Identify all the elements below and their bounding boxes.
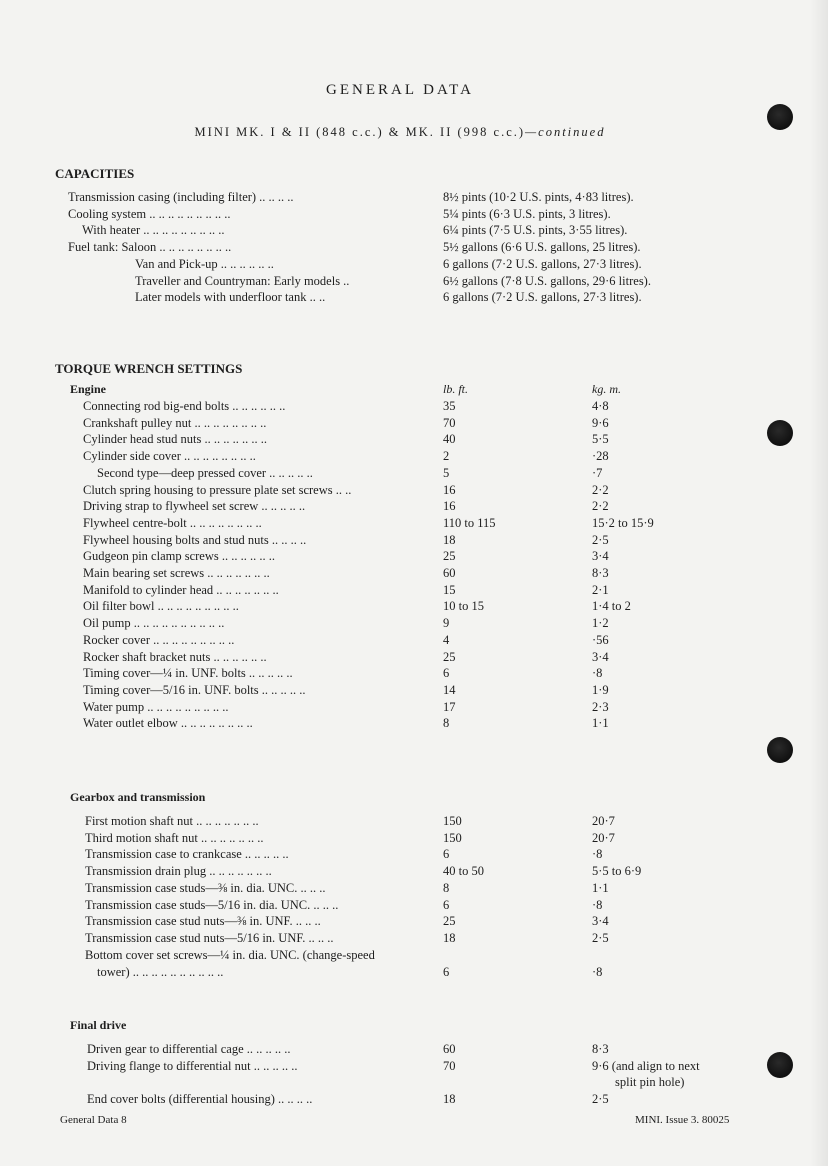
- table-row: [0, 239, 800, 256]
- row-lbft: 16: [443, 482, 456, 497]
- table-row: [0, 649, 800, 666]
- row-label: Transmission case to crankcase .. .. .. .. ..: [85, 847, 289, 862]
- row-kgm: ·8: [592, 965, 603, 979]
- subtitle-text: MINI MK. I & II (848 c.c.) & MK. II (998 c.c.): [194, 125, 526, 139]
- row-label: Transmission case stud nuts—⅜ in. UNF. .. .. ..: [85, 914, 321, 929]
- row-lbft: 150: [443, 830, 462, 845]
- row-kgm: 9·6 (and align to next: [592, 1058, 700, 1073]
- row-label: Flywheel centre-bolt .. .. .. .. .. .. .. ..: [83, 515, 262, 530]
- row-label: Timing cover—5/16 in. UNF. bolts .. .. .. .. ..: [83, 682, 306, 697]
- row-lbft: 17: [443, 699, 456, 714]
- row-kgm: 3·4: [592, 649, 609, 664]
- row-lbft: 18: [443, 930, 456, 945]
- row-label: Transmission case studs—⅜ in. dia. UNC. .. .. ..: [85, 880, 326, 895]
- row-value: 5¼ pints (6·3 U.S. pints, 3 litres).: [443, 206, 611, 221]
- gearbox-subheading: Gearbox and transmission: [70, 790, 206, 804]
- row-label: Transmission casing (including filter) .. .. .. ..: [68, 190, 294, 204]
- row-value: 6¼ pints (7·5 U.S. pints, 3·55 litres).: [443, 223, 628, 238]
- row-kgm: 8·3: [592, 1042, 609, 1056]
- row-kgm: 2·5: [592, 532, 609, 547]
- row-label: Crankshaft pulley nut .. .. .. .. .. .. .. ..: [83, 415, 267, 430]
- row-label: Fuel tank: Saloon .. .. .. .. .. .. .. ..: [68, 240, 232, 255]
- subtitle-continued: —continued: [525, 125, 606, 139]
- table-row: [0, 897, 800, 914]
- row-kgm: 5·5 to 6·9: [592, 864, 642, 879]
- table-row: [0, 598, 800, 615]
- table-row: [0, 1091, 800, 1108]
- row-label: Timing cover—¼ in. UNF. bolts .. .. .. .. ..: [83, 666, 293, 681]
- table-row: [0, 615, 800, 632]
- table-row: [0, 1074, 800, 1091]
- table-row: [0, 632, 800, 649]
- capacities-heading: CAPACITIES: [55, 166, 135, 181]
- table-row: [0, 863, 800, 880]
- table-row: [0, 830, 800, 847]
- row-kgm: ·7: [592, 465, 603, 480]
- row-label: Driven gear to differential cage .. .. .. .. ..: [87, 1042, 291, 1056]
- row-value: 6 gallons (7·2 U.S. gallons, 27·3 litres).: [443, 256, 642, 271]
- row-label: Transmission drain plug .. .. .. .. .. .. ..: [85, 864, 272, 879]
- row-label: Driving flange to differential nut .. .. .. .. ..: [87, 1058, 298, 1073]
- row-label: Rocker cover .. .. .. .. .. .. .. .. ..: [83, 632, 235, 647]
- row-lbft: 6: [443, 965, 450, 979]
- row-lbft: 14: [443, 682, 456, 697]
- row-label: First motion shaft nut .. .. .. .. .. .. ..: [85, 814, 259, 828]
- row-label: Cylinder side cover .. .. .. .. .. .. .. ..: [83, 449, 256, 464]
- table-row: [0, 189, 800, 206]
- engine-subheading: Engine: [70, 382, 107, 396]
- row-label: Oil filter bowl .. .. .. .. .. .. .. .. ..: [83, 599, 239, 614]
- table-row: [0, 699, 800, 716]
- row-lbft: 2: [443, 449, 450, 464]
- table-row: [0, 431, 800, 448]
- table-row: [0, 273, 800, 290]
- row-kgm: ·8: [592, 897, 603, 912]
- row-label: Transmission case studs—5/16 in. dia. UNC. .. .. ..: [85, 897, 339, 912]
- table-row: [0, 448, 800, 465]
- table-row: [0, 1058, 800, 1075]
- row-lbft: 6: [443, 847, 450, 862]
- table-row: [0, 1041, 800, 1058]
- row-lbft: 6: [443, 666, 450, 681]
- column-lbft: lb. ft.: [443, 382, 469, 396]
- row-label: Connecting rod big-end bolts .. .. .. .. .. ..: [83, 399, 286, 413]
- row-kgm: 1·2: [592, 616, 609, 631]
- table-row: [0, 222, 800, 239]
- table-row: [0, 947, 800, 964]
- table-row: [0, 682, 800, 699]
- table-row: [0, 465, 800, 482]
- row-kgm: 5·5: [592, 432, 609, 447]
- final-drive-subheading: Final drive: [70, 1018, 127, 1032]
- row-lbft: 8: [443, 880, 450, 895]
- row-label: Second type—deep pressed cover .. .. .. .. ..: [97, 465, 313, 480]
- table-row: [0, 515, 800, 532]
- footer-right: MINI. Issue 3. 80025: [635, 1114, 730, 1126]
- row-lbft: 5: [443, 465, 450, 480]
- row-lbft: 60: [443, 1042, 456, 1056]
- table-row: [0, 532, 800, 549]
- table-row: [0, 206, 800, 223]
- row-label: Manifold to cylinder head .. .. .. .. .. .. ..: [83, 582, 279, 597]
- page-edge-shadow: [810, 0, 828, 1166]
- table-row: [0, 813, 800, 830]
- row-kgm: 9·6: [592, 415, 609, 430]
- row-kgm: 1·1: [592, 716, 609, 731]
- table-row: [0, 289, 800, 306]
- table-row: [0, 930, 800, 947]
- row-lbft: 9: [443, 616, 450, 631]
- row-lbft: 60: [443, 566, 456, 580]
- row-kgm: 2·3: [592, 699, 609, 714]
- table-row: [0, 913, 800, 930]
- row-lbft: 40 to 50: [443, 864, 484, 879]
- row-kgm: 2·2: [592, 499, 609, 514]
- row-lbft: 4: [443, 632, 450, 647]
- table-row: [0, 482, 800, 499]
- row-label: Driving strap to flywheel set screw .. .. .. .. ..: [83, 499, 306, 514]
- row-label: Third motion shaft nut .. .. .. .. .. .. ..: [85, 830, 264, 845]
- row-kgm: ·8: [592, 666, 603, 681]
- row-lbft: 10 to 15: [443, 599, 484, 614]
- table-row: [0, 964, 800, 981]
- row-lbft: 70: [443, 415, 456, 430]
- table-row: [0, 565, 800, 582]
- row-lbft: 25: [443, 649, 456, 664]
- table-row: [0, 256, 800, 273]
- torque-heading: TORQUE WRENCH SETTINGS: [55, 361, 243, 376]
- row-kgm: 1·9: [592, 682, 609, 697]
- row-label: With heater .. .. .. .. .. .. .. .. ..: [82, 223, 225, 238]
- table-row: [0, 715, 800, 732]
- row-kgm: 2·5: [592, 930, 609, 945]
- row-kgm: ·8: [592, 847, 603, 862]
- row-kgm: 20·7: [592, 830, 615, 845]
- table-row: [0, 415, 800, 432]
- row-lbft: 15: [443, 582, 456, 597]
- row-lbft: 18: [443, 1092, 456, 1106]
- row-lbft: 8: [443, 716, 450, 731]
- table-row: [0, 846, 800, 863]
- row-value: 6 gallons (7·2 U.S. gallons, 27·3 litres).: [443, 290, 642, 305]
- row-kgm: 2·5: [592, 1092, 609, 1106]
- row-label: Cylinder head stud nuts .. .. .. .. .. .. ..: [83, 432, 268, 447]
- row-label: Rocker shaft bracket nuts .. .. .. .. .. ..: [83, 649, 267, 664]
- row-label: tower) .. .. .. .. .. .. .. .. .. ..: [97, 965, 224, 979]
- row-lbft: 18: [443, 532, 456, 547]
- row-label: Traveller and Countryman: Early models ..: [135, 273, 350, 288]
- column-kgm: kg. m.: [592, 382, 621, 396]
- row-kgm: 1·4 to 2: [592, 599, 631, 614]
- row-label: Clutch spring housing to pressure plate set screws .. ..: [83, 482, 352, 497]
- row-label: Water pump .. .. .. .. .. .. .. .. ..: [83, 699, 229, 714]
- punch-hole: [767, 737, 793, 763]
- footer-left: General Data 8: [60, 1114, 127, 1126]
- row-label: Later models with underfloor tank .. ..: [135, 290, 326, 305]
- row-lbft: 16: [443, 499, 456, 514]
- row-kgm: 20·7: [592, 814, 615, 828]
- row-kgm: 3·4: [592, 914, 609, 929]
- row-value: 6½ gallons (7·8 U.S. gallons, 29·6 litres).: [443, 273, 651, 288]
- row-value: 5½ gallons (6·6 U.S. gallons, 25 litres).: [443, 240, 641, 255]
- row-label: Bottom cover set screws—¼ in. dia. UNC. (change-speed: [85, 948, 375, 962]
- table-row: [0, 582, 800, 599]
- row-lbft: 25: [443, 914, 456, 929]
- table-row: [0, 665, 800, 682]
- row-kgm: ·28: [592, 449, 609, 464]
- row-label: Oil pump .. .. .. .. .. .. .. .. .. ..: [83, 616, 225, 631]
- page-title: GENERAL DATA: [326, 82, 474, 98]
- row-kgm: 15·2 to 15·9: [592, 515, 654, 530]
- row-kgm: 2·1: [592, 582, 609, 597]
- row-lbft: 70: [443, 1058, 456, 1073]
- row-lbft: 35: [443, 399, 456, 413]
- row-label: Gudgeon pin clamp screws .. .. .. .. .. ..: [83, 549, 275, 564]
- table-row: [0, 398, 800, 415]
- row-label: Van and Pick-up .. .. .. .. .. ..: [135, 256, 274, 271]
- row-kgm-continuation: split pin hole): [615, 1075, 685, 1089]
- table-row: [0, 548, 800, 565]
- row-label: Transmission case stud nuts—5/16 in. UNF. .. .. ..: [85, 930, 334, 945]
- row-kgm: 1·1: [592, 880, 609, 895]
- table-row: [0, 498, 800, 515]
- row-lbft: 40: [443, 432, 456, 447]
- row-kgm: 4·8: [592, 399, 609, 413]
- table-row: [0, 880, 800, 897]
- row-kgm: 8·3: [592, 566, 609, 580]
- row-label: End cover bolts (differential housing) .. .. .. ..: [87, 1092, 313, 1106]
- row-lbft: 150: [443, 814, 462, 828]
- row-kgm: 2·2: [592, 482, 609, 497]
- row-label: Water outlet elbow .. .. .. .. .. .. .. ..: [83, 716, 253, 731]
- row-kgm: 3·4: [592, 549, 609, 564]
- row-label: Flywheel housing bolts and stud nuts .. .. .. ..: [83, 532, 307, 547]
- row-lbft: 6: [443, 897, 450, 912]
- row-value: 8½ pints (10·2 U.S. pints, 4·83 litres).: [443, 190, 634, 204]
- row-lbft: 25: [443, 549, 456, 564]
- row-label: Main bearing set screws .. .. .. .. .. .. ..: [83, 566, 270, 580]
- row-kgm: ·56: [592, 632, 609, 647]
- row-label: Cooling system .. .. .. .. .. .. .. .. ..: [68, 206, 231, 221]
- row-lbft: 110 to 115: [443, 515, 496, 530]
- page-subtitle: [0, 125, 800, 140]
